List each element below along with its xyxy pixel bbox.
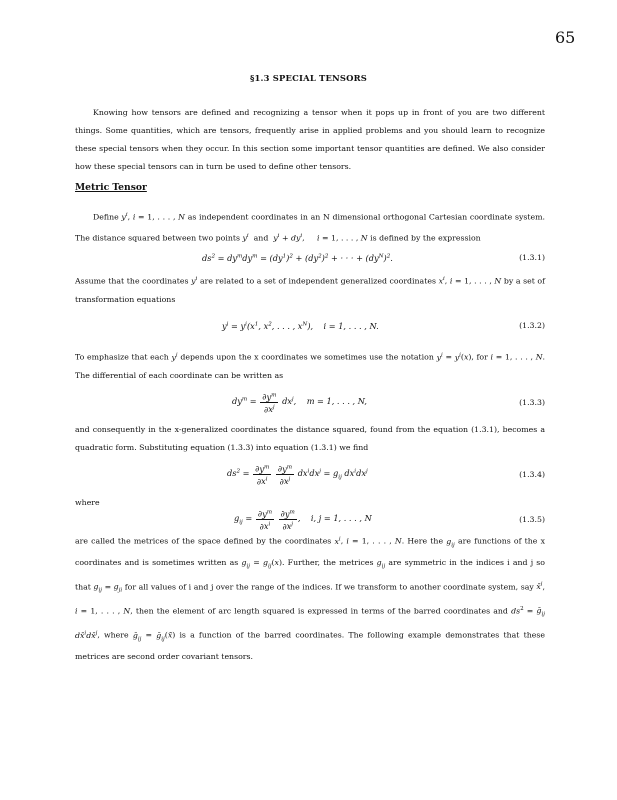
fraction-dym-dxj-3: $\frac{\partial y^m}{\partial x^j}$ bbox=[280, 508, 295, 532]
equation-number-1-3-3: (1.3.3) bbox=[519, 398, 545, 407]
p5-e: are symmetric in the indices i and j so that bbox=[75, 558, 545, 592]
equation-1-3-1 bbox=[75, 253, 545, 267]
equation-number-1-3-4: (1.3.4) bbox=[519, 470, 545, 479]
p1-end: is defined by the expression bbox=[370, 233, 481, 243]
equation-1-3-2 bbox=[75, 321, 545, 335]
paragraph-assume-coordinates: Assume that the coordinates $y^i$ are related to a set of independent generalized coordinates $x^i$, i = 1, . . . , N by a set of transformation equations bbox=[75, 276, 546, 304]
p5-d: Further, the metrices bbox=[287, 558, 374, 568]
paragraph-quadratic-form: and consequently in the x-generalized coordinates the distance squared, found from the equation (1.3.1), becomes a quadratic form. Substituting equation (1.3.3) into equation (1.3.1) we find bbox=[75, 425, 545, 452]
equation-1-3-2-body: $y^i = y^i(x^1$, $x^2$, . . . , $x^N$), i = 1, . . . , N. bbox=[222, 321, 379, 331]
equation-number-1-3-5: (1.3.5) bbox=[519, 515, 545, 524]
p3-end: The differential of each coordinate can be written as bbox=[75, 370, 284, 380]
where-text: where bbox=[75, 498, 100, 507]
fraction-dym-dxj: $\frac{\partial y^m}{\partial x^j}$ bbox=[262, 391, 277, 415]
paragraph-metrices: are called the metrices of the space defined by the coordinates $x^i$, i = 1, . . . , N. Here the $g_{ij}$ are functions of the x coordinates and is sometimes written as $g_{ij} = g_{ij}(x)$. Further, the metrices $g_{ij}$ are symmetric in the indices i and j so that $g_{ij} = g_{ji}$ for all values of i and j over the range of the indices. If we transform to another coordinate system, say x̄$^i$, i = 1, . . . , N, then the element of arc length squared is expressed in terms of the barred coordinates and $ds^2$ = ḡ$_{ij}$ dx̄$^i$dx̄$^j$, where ḡ$_{ij}$ = ḡ$_{ij}$(x̄) is a function of the barred coordinates. The following example demonstrates that these metrices are second order covariant tensors. bbox=[75, 536, 545, 662]
p5-h: is a function of the barred coordinates. The following example demonstrates that these metrices are second order covariant tensors. bbox=[75, 630, 545, 662]
paragraph-emphasize-dependence: To emphasize that each $y^i$ depends upon the x coordinates we sometimes use the notation $y^i = y^i(x)$, for i = 1, . . . , N. The differential of each coordinate can be written as bbox=[75, 352, 545, 380]
equation-1-3-1-body: $ds^2 = dy^mdy^m = (dy^1)^2 + (dy^2)^2$ + · · · + $(dy^N)^2$. bbox=[202, 253, 393, 263]
p5-g: then the element of arc length squared is expressed in terms of the barred coordinates and bbox=[135, 606, 508, 616]
section-title: §1.3 SPECIAL TENSORS bbox=[249, 73, 368, 83]
equation-number-1-3-2: (1.3.2) bbox=[519, 321, 545, 330]
p3-mid: depends upon the x coordinates we sometimes use the notation bbox=[180, 352, 434, 362]
p5-b: Here the bbox=[407, 536, 444, 546]
paragraph-define-coordinates: Define $y^i$, i = 1, . . . , N as independent coordinates in an N dimensional orthogonal Cartesian coordinate system. The distance squared between two points $y^i$ and $y^i + dy^i$, i = 1, . . . , N is defined by the expression bbox=[75, 212, 545, 243]
p2-end: by a set of transformation equations bbox=[75, 276, 546, 304]
equation-1-3-3-body: $dy^m$ = $\frac{\partial y^m}{\partial x^j}$ $dx^j$, m = 1, . . . , N, bbox=[232, 391, 368, 415]
equation-1-3-5-body: $g_{ij}$ = $\frac{\partial y^m}{\partial x^i}$ $\frac{\partial y^m}{\partial x^j}$ , i, j = 1, . . . , N bbox=[234, 508, 372, 532]
equation-number-1-3-1: (1.3.1) bbox=[519, 253, 545, 262]
p5-f: for all values of i and j over the range of the indices. If we transform to another coordinate system, say bbox=[124, 582, 534, 592]
page-number: 65 bbox=[555, 28, 576, 47]
fraction-dym-dxi-2: $\frac{\partial y^m}{\partial x^i}$ bbox=[257, 508, 273, 532]
p5-c: are functions of the x coordinates and is sometimes written as bbox=[75, 536, 545, 568]
fraction-dym-dxj-2: $\frac{\partial y^m}{\partial x^j}$ bbox=[277, 463, 293, 487]
p1-text: as independent coordinates in an N dimensional orthogonal Cartesian coordinate system. The distance squared between two points bbox=[75, 212, 545, 243]
equation-1-3-4-body: $ds^2$ = $\frac{\partial y^m}{\partial x^i}$ $\frac{\partial y^m}{\partial x^j}$ $dx^idx^j = g_{ij}$ $dx^idx^j$ bbox=[227, 463, 368, 487]
p3-text: To emphasize that each bbox=[75, 352, 169, 362]
intro-paragraph: Knowing how tensors are defined and recognizing a tensor when it pops up in front of you are two different things. Some quantities, which are tensors, frequently arise in applied problems and you should learn to recognize these special tensors when they occur. In this section some important tensor quantities are defined. We also consider how these special tensors can in turn be used to define other tensors. bbox=[75, 108, 545, 171]
p5-a: are called the metrices of the space defined by the coordinates bbox=[75, 536, 332, 546]
p2-text: are related to a set of independent generalized coordinates bbox=[199, 276, 436, 286]
subsection-heading: Metric Tensor bbox=[75, 182, 147, 193]
equation-1-3-4 bbox=[75, 462, 545, 490]
fraction-dym-dxi: $\frac{\partial y^m}{\partial x^i}$ bbox=[255, 463, 270, 487]
equation-1-3-3 bbox=[75, 390, 545, 418]
